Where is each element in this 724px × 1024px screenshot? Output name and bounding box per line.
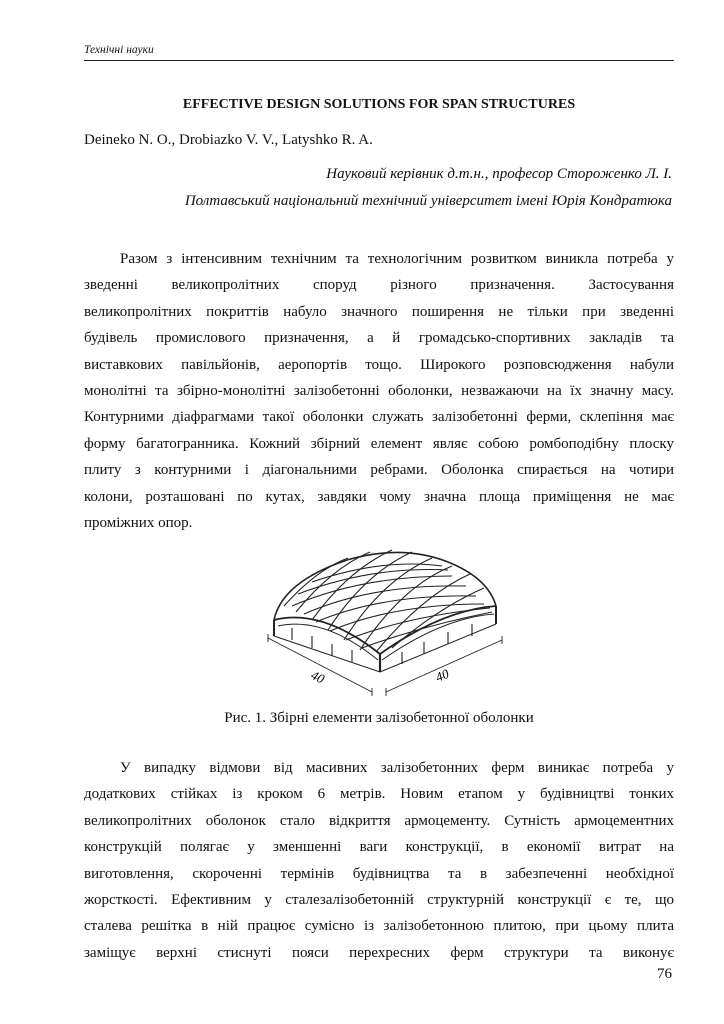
shell-structure-figure [252, 536, 512, 704]
text-line: У випадку відмови від масивних залізобетонних ферм виникає потреба у [120, 760, 674, 776]
figure-caption: Рис. 1. Збірні елементи залізобетонної оболонки [224, 710, 534, 726]
text-line: додаткових стійках із кроком 6 метрів. Новим етапом у будівництві тонких [84, 786, 674, 803]
text-line: заміщує верхні стиснуті пояси перехресних ферм структури та виконує [84, 944, 674, 961]
text-line: плиту з контурними і діагональними ребрами. Оболонка спирається на чотири [84, 462, 674, 479]
body-paragraph-1 [84, 246, 674, 536]
header-rule [84, 60, 674, 61]
text-line: виготовлення, скороченні термінів будівництва та в забезпеченні необхідної [84, 865, 674, 882]
article-title: EFFECTIVE DESIGN SOLUTIONS FOR SPAN STRUCTURES [182, 97, 576, 112]
shell-structure-drawing [252, 536, 512, 704]
text-line: сталева решітка в ній працює сумісно із залізобетонною плитою, при цьому плита [84, 918, 674, 935]
university-affiliation: Полтавський національний технічний університет імені Юрія Кондратюка [184, 193, 672, 209]
text-line: Контурними діафрагмами такої оболонки служать залізобетонні ферми, склепіння має [84, 409, 674, 426]
dimension-label-front: 40 [308, 667, 327, 687]
text-line: проміжних опор. [84, 515, 193, 532]
text-line: форму багатогранника. Кожний збірний елемент являє собою ромбоподібну плоску [84, 435, 674, 452]
text-line: монолітні та збірно-монолітні залізобетонні оболонки, незважаючи на їх значну масу. [84, 383, 674, 400]
text-line: виставкових павільйонів, аеропортів тощо. Широкого розповсюдження набули [84, 356, 674, 373]
body-paragraph-2 [84, 755, 674, 966]
text-line: великопролітних покриттів набуло значного поширення не тільки при зведенні [84, 303, 674, 320]
page-number: 76 [657, 966, 672, 982]
scientific-supervisor: Науковий керівник д.т.н., професор Стороженко Л. І. [326, 166, 672, 182]
text-line: конструкцій полягає у зменшенні ваги конструкції, в економії витрат на [84, 839, 674, 856]
dimension-label-right: 40 [433, 665, 452, 685]
running-head: Технічні науки [84, 44, 154, 56]
text-line: Разом з інтенсивним технічним та технологічним розвитком виникла потреба у [120, 251, 674, 267]
text-line: колони, розташовані по кутах, завдяки чому значна площа приміщення не має [84, 488, 674, 505]
text-line: будівель промислового призначення, а й громадсько-спортивних закладів та [84, 330, 674, 347]
text-line: зведенні великопролітних споруд різного призначення. Застосування [84, 277, 674, 294]
text-line: жорсткості. Ефективним у сталезалізобетонній структурній конструкції є те, що [84, 892, 674, 909]
article-authors: Deineko N. O., Drobiazko V. V., Latyshko R. A. [84, 132, 373, 148]
text-line: великопролітних оболонок стало відкриття армоцементу. Сутність армоцементних [84, 812, 674, 829]
